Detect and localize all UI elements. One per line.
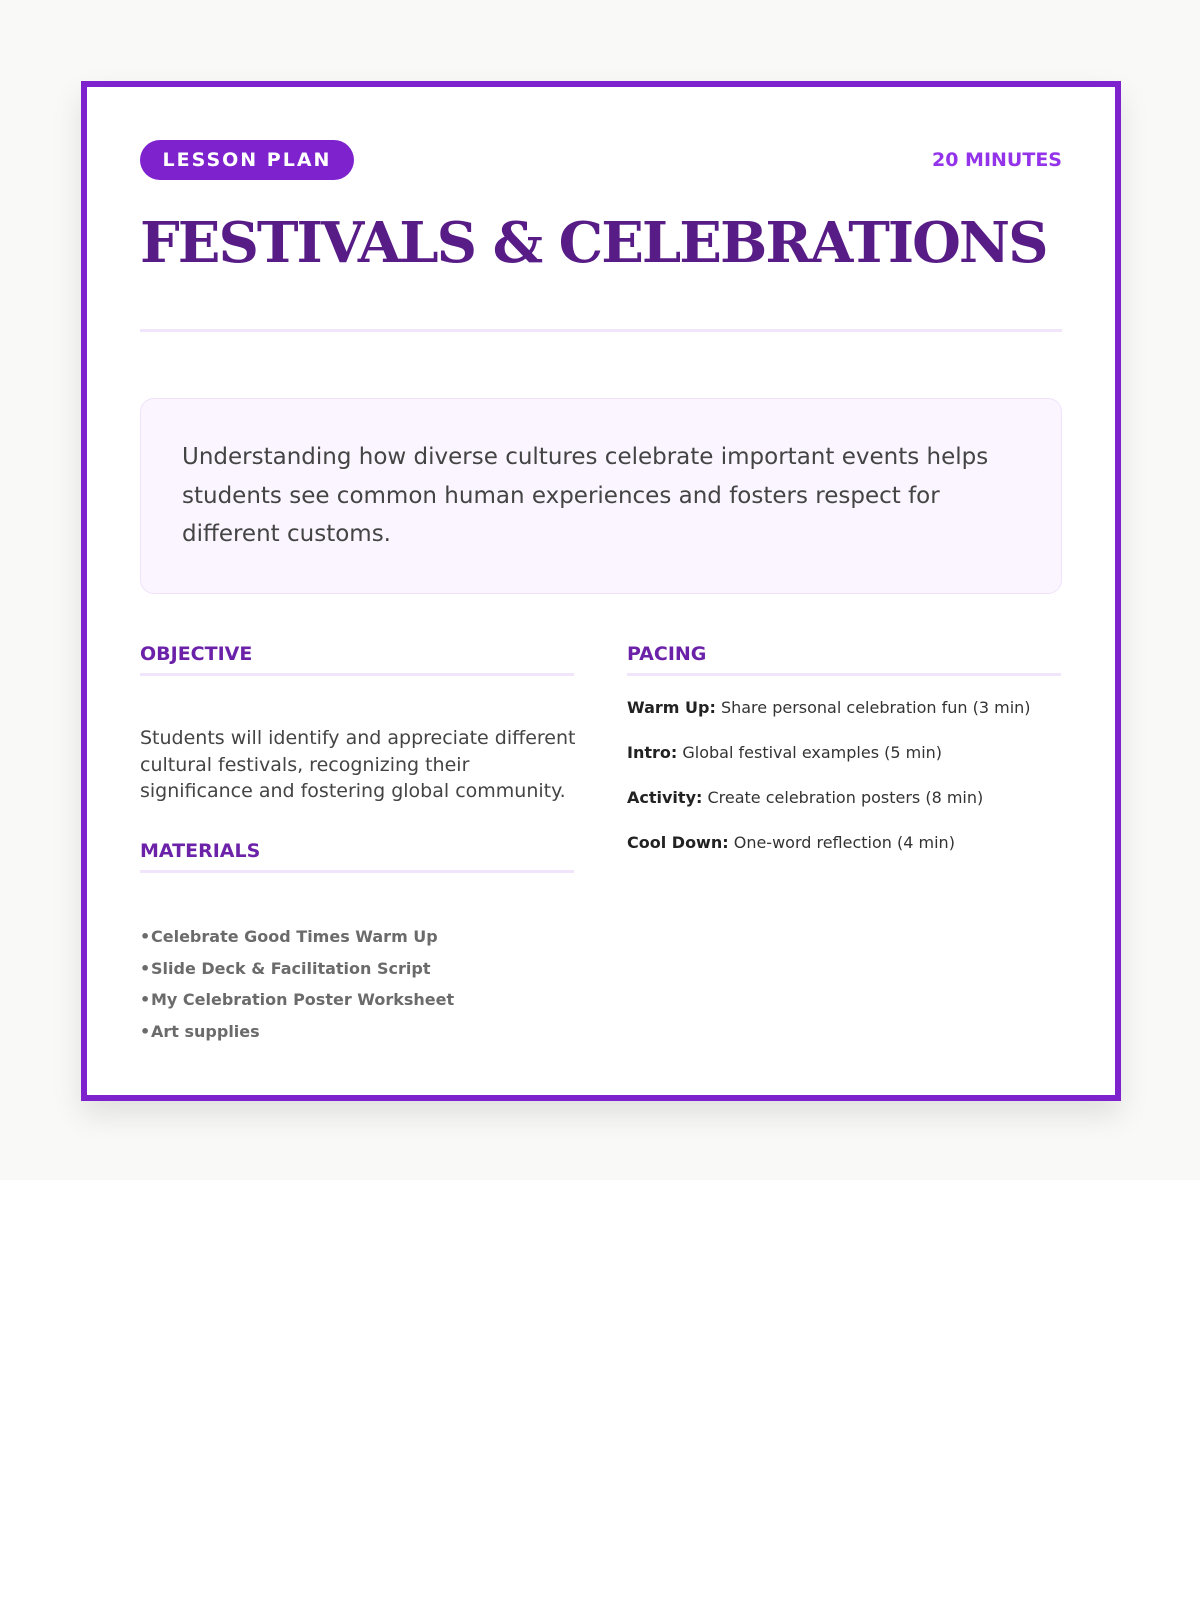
materials-item-label: Celebrate Good Times Warm Up <box>151 927 438 946</box>
pacing-divider <box>627 673 1061 676</box>
objective-text: Students will identify and appreciate different cultural festivals, recognizing their significance and fostering global community. <box>140 727 576 802</box>
bullet-icon: • <box>140 1021 151 1041</box>
materials-heading: MATERIALS <box>140 840 261 862</box>
intro-text: Understanding how diverse cultures celebrate important events helps students see common human experiences and fosters respect for different customs. <box>182 444 989 547</box>
pacing-item-text: Global festival examples (5 min) <box>682 743 943 762</box>
bullet-icon: • <box>140 927 151 946</box>
materials-item-label: My Celebration Poster Worksheet <box>151 990 455 1009</box>
pacing-item-text: One-word reflection (4 min) <box>733 833 955 852</box>
page-title: FESTIVALS & CELEBRATIONS <box>140 210 1047 276</box>
pacing-item-text: Create celebration posters (8 min) <box>707 788 984 807</box>
materials-item <box>140 921 454 953</box>
pacing-item <box>627 787 1031 832</box>
materials-list <box>140 921 454 1047</box>
materials-divider <box>140 870 574 873</box>
materials-item <box>140 984 454 1016</box>
title-divider <box>140 329 1062 332</box>
lesson-plan-card <box>81 81 1121 1101</box>
pacing-list <box>627 697 1031 877</box>
pacing-item-text: Share personal celebration fun (3 min) <box>720 698 1031 717</box>
bullet-icon: • <box>140 958 151 978</box>
pacing-item-label: Warm Up: <box>627 698 716 717</box>
duration-label: 20 MINUTES <box>932 149 1062 171</box>
materials-item-label: Art supplies <box>151 1021 260 1041</box>
pacing-item <box>627 697 1031 742</box>
objective-heading: OBJECTIVE <box>140 643 253 665</box>
materials-item <box>140 1016 454 1048</box>
pacing-item-label: Activity: <box>627 788 703 807</box>
materials-item-label: Slide Deck & Facilitation Script <box>151 958 431 978</box>
lesson-plan-badge: LESSON PLAN <box>140 140 354 180</box>
pacing-item <box>627 742 1031 787</box>
pacing-heading: PACING <box>627 643 707 665</box>
bullet-icon: • <box>140 990 151 1009</box>
intro-callout <box>140 398 1062 594</box>
materials-item <box>140 953 454 985</box>
objective-divider <box>140 673 574 676</box>
pacing-item-label: Intro: <box>627 743 678 762</box>
pacing-item <box>627 832 1031 877</box>
pacing-item-label: Cool Down: <box>627 833 729 852</box>
